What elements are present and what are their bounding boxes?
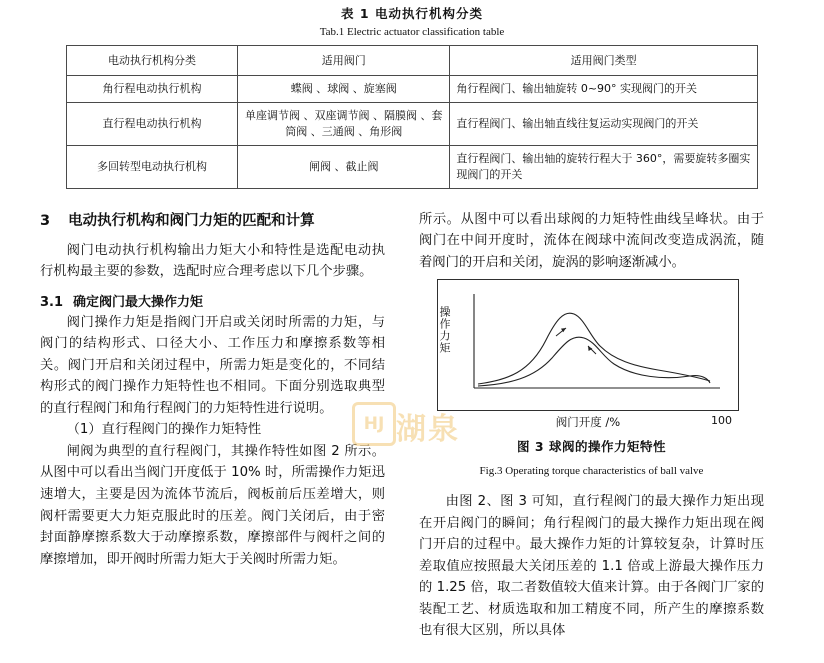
subsection-number: 3.1: [40, 294, 64, 310]
table-cell: 直行程阀门、输出轴的旋转行程大于 360°，需要旋转多圈实现阀门的开关: [450, 145, 758, 188]
watermark-text: 湖泉: [396, 412, 460, 447]
table-header-cell: 适用阀门类型: [450, 46, 758, 76]
table-cell: 角行程阀门、输出轴旋转 0~90° 实现阀门的开关: [450, 76, 758, 103]
watermark-logo: HJ: [352, 402, 396, 446]
table-header-cell: 电动执行机构分类: [67, 46, 238, 76]
figure-caption: 图 3 球阀的操作力矩特性: [517, 439, 666, 455]
table-row: [67, 145, 758, 188]
table-cell: 闸阀 、截止阀: [238, 145, 450, 188]
section-title: 电动执行机构和阀门力矩的匹配和计算: [68, 212, 315, 229]
torque-curve-figure: [437, 279, 739, 430]
table-row: [67, 102, 758, 145]
table-cell: 蝶阀 、球阀 、旋塞阀: [238, 76, 450, 103]
body-columns: [40, 209, 784, 642]
paper-page: [0, 4, 824, 663]
classification-table: [66, 45, 758, 189]
right-column: [419, 209, 764, 642]
section-number: 3: [40, 212, 51, 229]
paragraph: 阀门电动执行机构输出力矩大小和特性是选配电动执行机构最主要的参数，选配时应合理考虑以下几个步骤。: [40, 242, 385, 280]
table-cell: 单座调节阀 、双座调节阀 、隔膜阀 、套筒阀 、三通阀 、角形阀: [238, 102, 450, 145]
figure-x-axis-label: 阀门开度 /%: [555, 415, 621, 430]
figure-y-axis-label: 操作力矩: [438, 306, 451, 355]
table-header-row: [67, 46, 758, 76]
figure-x-tick-max: 100: [711, 414, 732, 428]
table-header-cell: 适用阀门: [238, 46, 450, 76]
table-subtitle: Tab.1 Electric actuator classification table: [319, 26, 505, 38]
paragraph: 由图 2、图 3 可知，直行程阀门的最大操作力矩出现在开启阀门的瞬间；角行程阀门的最大操作力矩出现在阀门开启的过程中。最大操作力矩的计算较复杂，计算时压差取值应按照最大关闭压差的 1.1 倍或上游最大操作压力的 1.25 倍，取二者数值较大值来计算。由于各阀门厂家的装配工艺、材质选取和加工精度不同，所产生的摩擦系数也有很大区别，所以具体: [419, 494, 764, 639]
paragraph: 闸阀为典型的直行程阀门，其操作特性如图 2 所示。从图中可以看出当阀门开度低于 10% 时，所需操作力矩迅速增大，主要是因为流体节流后，阀板前后压差增大，则阀杆需要更大力矩克服此时的压差。阀门关闭后，由于密封面静摩擦系数大于动摩擦系数，摩擦部件与阀杆之间的摩擦增加，即开阀时所需力矩大于关阀时所需力矩。: [40, 443, 385, 567]
table-cell: 直行程电动执行机构: [67, 102, 238, 145]
table-row: [67, 76, 758, 103]
figure-svg: [438, 280, 738, 410]
table-cell: 多回转型电动执行机构: [67, 145, 238, 188]
figure-caption-en: Fig.3 Operating torque characteristics of ball valve: [479, 465, 704, 478]
table-title: 表 1 电动执行机构分类: [341, 6, 483, 21]
table-cell: 角行程电动执行机构: [67, 76, 238, 103]
left-column: [40, 209, 385, 642]
paragraph: 所示。从图中可以看出球阀的力矩特性曲线呈峰状。由于阀门在中间开度时，流体在阀球中流间改变造成涡流，随着阀门的开启和关闭，旋涡的影响逐渐减小。: [419, 211, 764, 270]
table-cell: 直行程阀门、输出轴直线往复运动实现阀门的开关: [450, 102, 758, 145]
section-heading: [40, 209, 385, 230]
subsection-heading: [40, 291, 385, 310]
figure-block: [419, 279, 764, 477]
paragraph: （1）直行程阀门的操作力矩特性: [66, 422, 262, 438]
paragraph: 阀门操作力矩是指阀门开启或关闭时所需的力矩，与阀门的结构形式、口径大小、工作压力和摩擦系数等相关。阀门开启和关闭过程中，所需力矩是变化的，不同结构形式的阀门操作力矩特性也不相同。下面分别选取典型的直行程阀门和角行程阀门的力矩特性进行说明。: [40, 314, 385, 416]
subsection-title: 确定阀门最大操作力矩: [73, 294, 204, 310]
